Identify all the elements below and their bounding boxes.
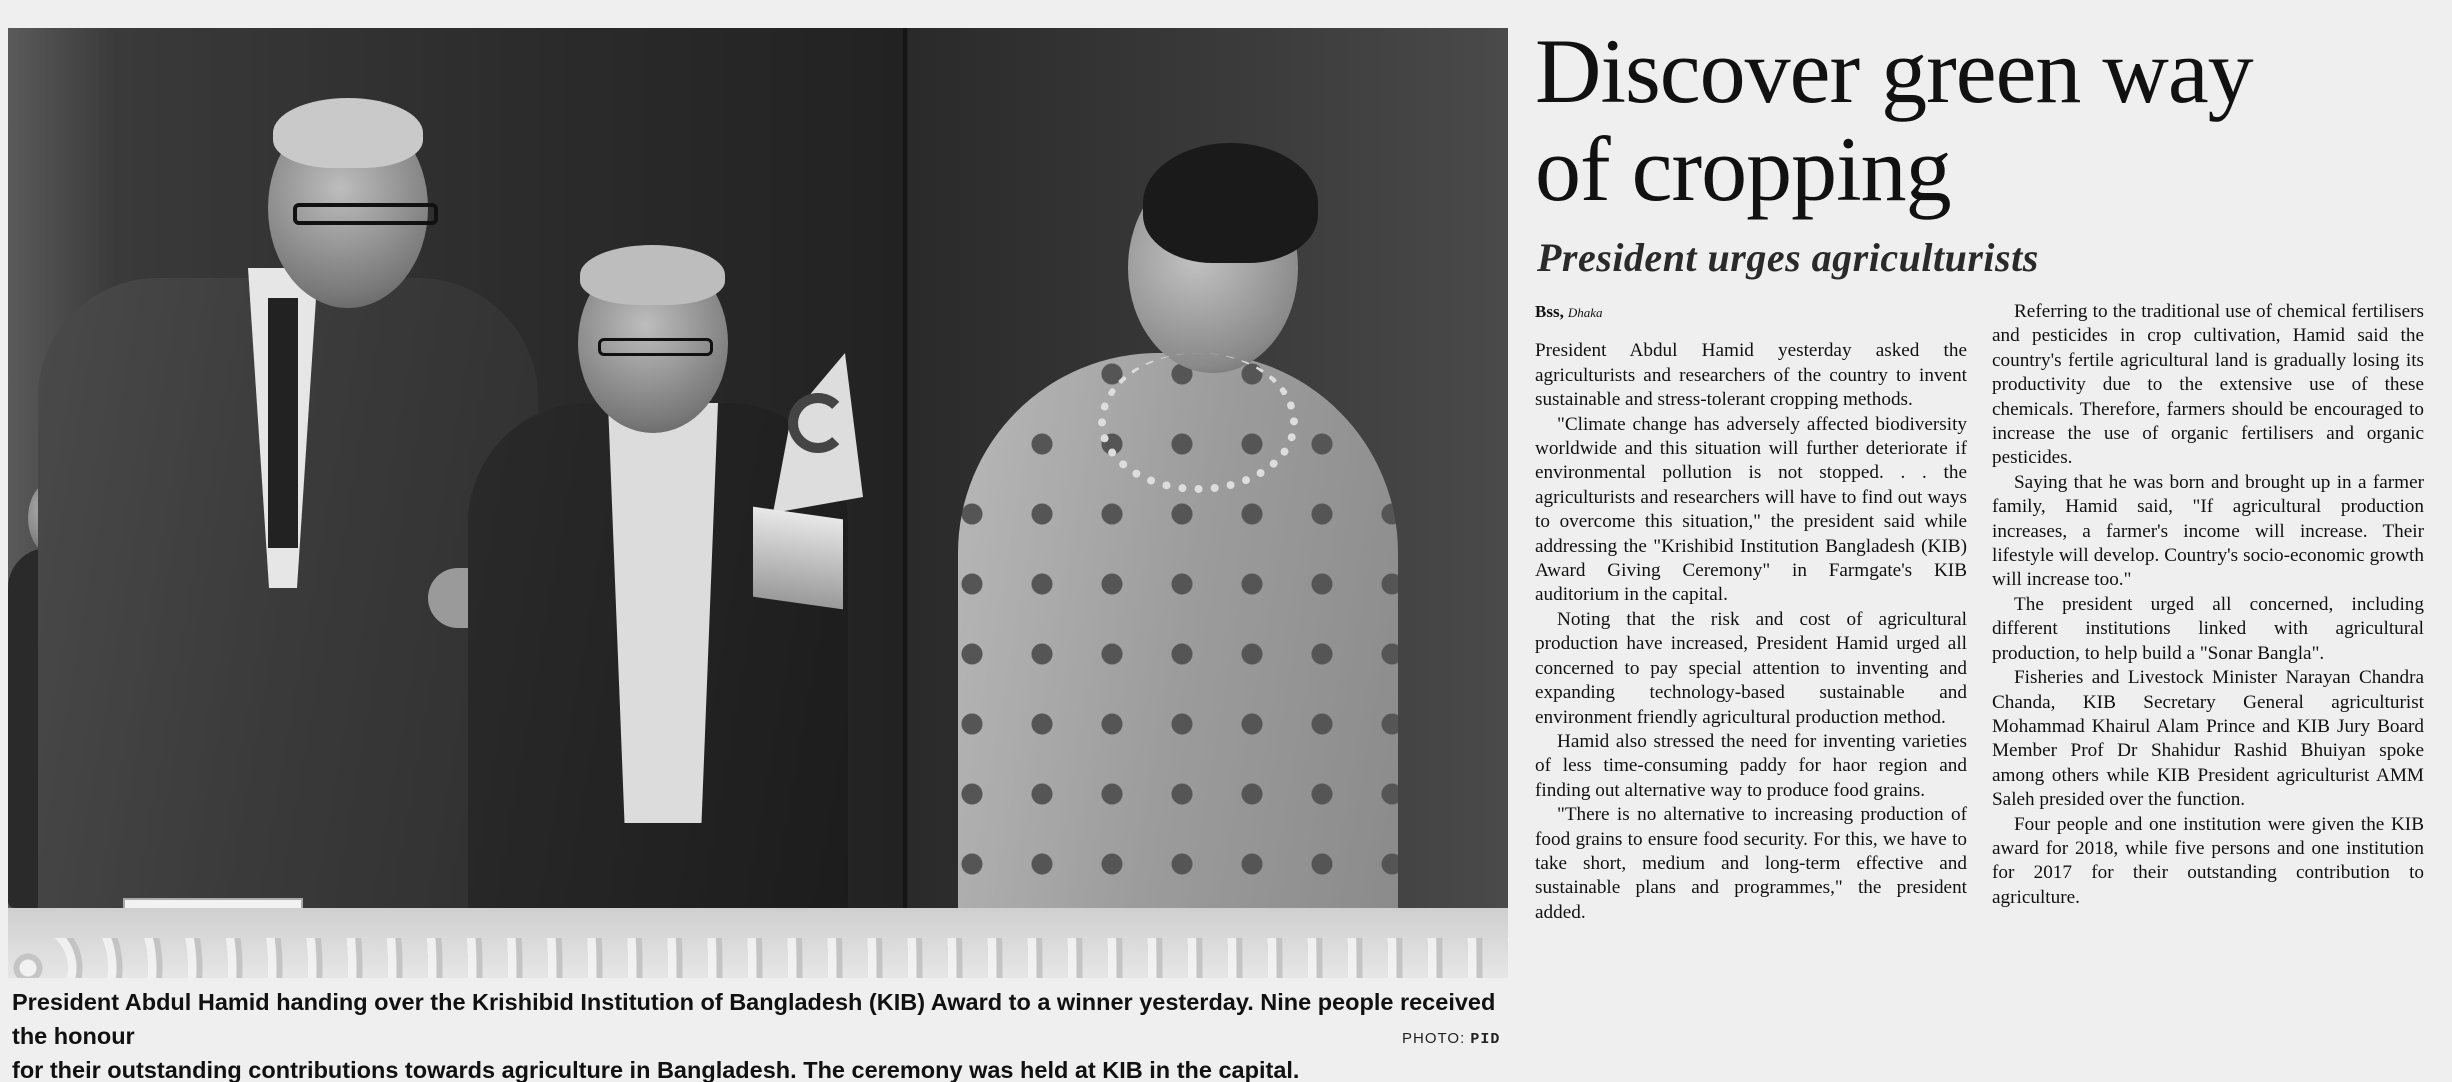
paragraph: Referring to the traditional use of chemical fertilisers and pesticides in crop cultivation, Hamid said the country's fertile agricultural land is gradually losing its productivity due to the extensive use of these chemicals. Therefore, farmers should be encouraged to increase the use of organic fertilisers and organic pesticides.: [1992, 301, 2424, 469]
headline-line-1: Discover green way: [1535, 20, 2253, 122]
paragraph: "Climate change has adversely affected biodiversity worldwide and this situation will further deteriorate if environmental pollution is not stopped. . . the agriculturists and researchers will have to find out ways to overcome this situation," the president said while addressing the "Krishibid Institution Bangladesh (KIB) Award Giving Ceremony" in Farmgate's KIB auditorium in the capital.: [1535, 413, 1967, 606]
glasses-icon: [293, 203, 438, 225]
article-column-2: [1992, 300, 2424, 910]
paragraph: Noting that the risk and cost of agricultural production have increased, President Hamid urged all concerned to pay special attention to inventing and expanding technology-based sustainable and environment friendly agricultural production method.: [1535, 608, 1967, 728]
subheadline: President urges agriculturists: [1537, 235, 2039, 280]
paragraph: President Abdul Hamid yesterday asked the agriculturists and researchers of the country to invent sustainable and stress-tolerant cropping methods.: [1535, 340, 1967, 411]
caption-line-1: President Abdul Hamid handing over the Krishibid Institution of Bangladesh (KIB) Award to a winner yesterday. Nine people received the honour: [12, 989, 1496, 1049]
paragraph: Hamid also stressed the need for inventing varieties of less time-consuming paddy for haor region and finding out alternative way to produce food grains.: [1535, 730, 1967, 801]
byline-place: Dhaka: [1567, 305, 1603, 320]
photo-credit: [1402, 1030, 1500, 1048]
photo-caption: [8, 985, 1513, 1082]
glasses-icon: [598, 338, 713, 356]
paragraph: "There is no alternative to increasing production of food grains to ensure food security. For this, we have to take short, medium and long-term effective and sustainable plans and programmes," the president added.: [1535, 804, 1967, 923]
paragraph: Saying that he was born and brought up in a farmer family, Hamid said, "If agricultural production increases, a farmer's income will increase. Their lifestyle will develop. Country's socio-economic growth will increase too.": [1992, 471, 2424, 591]
byline-agency: Bss,: [1535, 302, 1564, 321]
paragraph: Fisheries and Livestock Minister Narayan Chandra Chanda, KIB Secretary General agriculturist Mohammad Khairul Alam Prince and KIB Jury Board Member Prof Dr Shahidur Rashid Bhuiyan spoke among others while KIB President agriculturist AMM Saleh presided over the function.: [1992, 667, 2424, 811]
award-winner-figure: [898, 123, 1418, 978]
photo-credit-source: PID: [1470, 1031, 1501, 1048]
award-trophy-icon: [753, 333, 873, 633]
byline: [1535, 300, 1967, 325]
flower-decoration: [8, 938, 1508, 978]
news-photo: [8, 28, 1508, 978]
paragraph: The president urged all concerned, including different institutions linked with agricultural production, to help build a "Sonar Bangla".: [1992, 593, 2424, 664]
headline-line-2: of cropping: [1535, 118, 1951, 220]
paragraph: Four people and one institution were given the KIB award for 2018, while five persons and one institution for 2017 for their outstanding contribution to agriculture.: [1992, 813, 2424, 908]
caption-line-2: for their outstanding contributions towards agriculture in Bangladesh. The ceremony was held at KIB in the capital.: [12, 1057, 1300, 1082]
article-column-1: [1535, 300, 1967, 925]
headline: [1535, 22, 2435, 218]
photo-credit-label: PHOTO:: [1402, 1030, 1466, 1047]
